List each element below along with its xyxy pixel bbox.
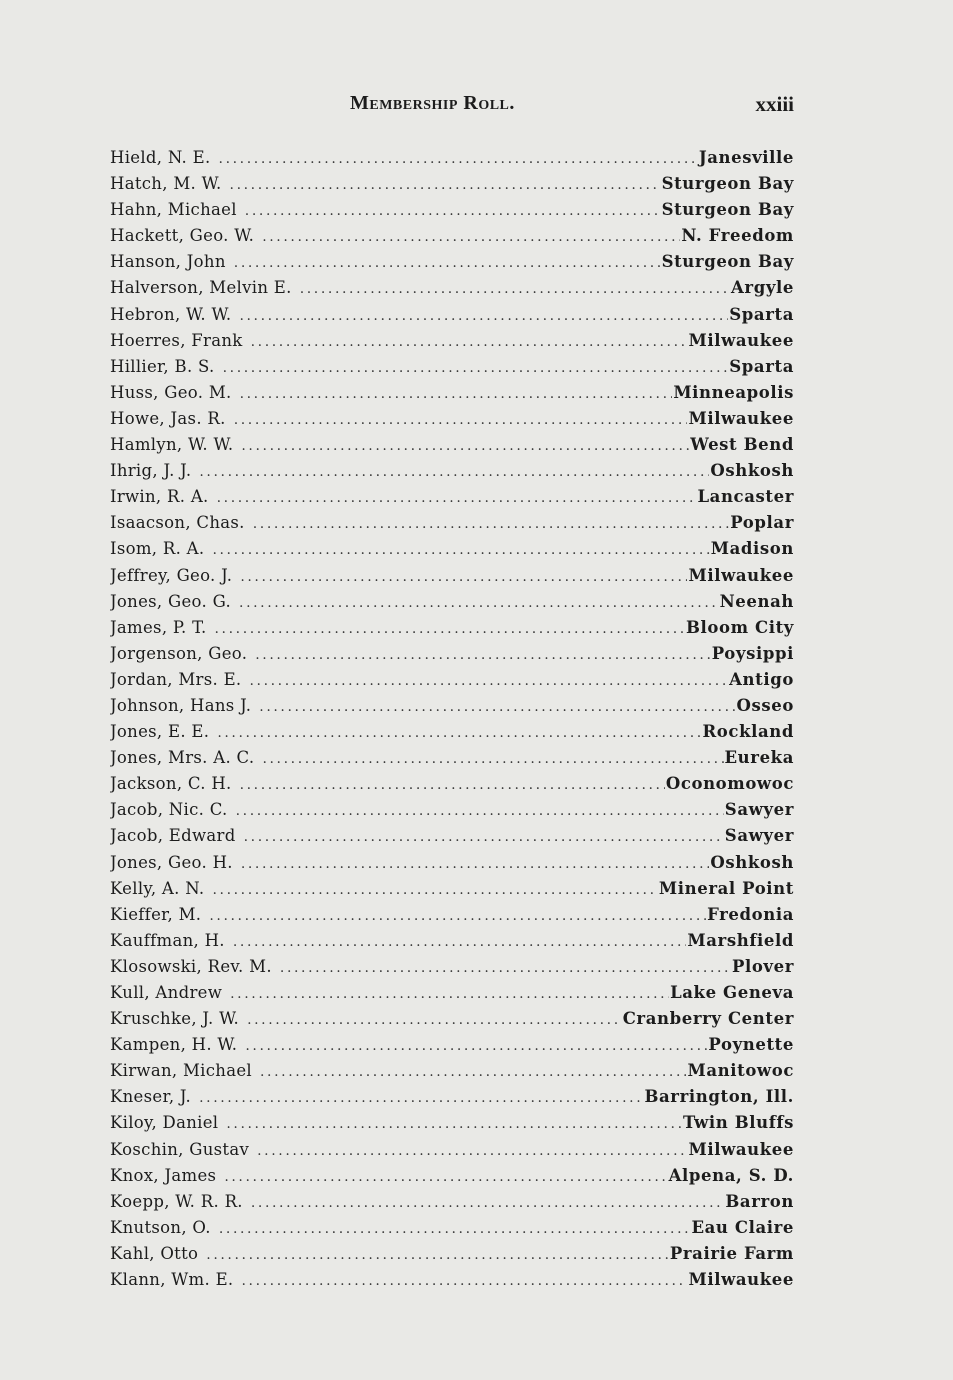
list-item [110, 797, 794, 823]
dot-leader [262, 746, 723, 771]
dot-leader [244, 824, 724, 849]
member-town: Prairie Farm [669, 1243, 794, 1263]
list-item [110, 1137, 794, 1163]
member-town: Sturgeon Bay [661, 200, 794, 220]
member-name: Jeffrey, Geo. J. [110, 565, 233, 585]
list-item [110, 667, 794, 693]
list-item [110, 275, 794, 301]
list-item [110, 1241, 794, 1267]
member-name: Ihrig, J. J. [110, 461, 192, 481]
dot-leader [245, 198, 661, 223]
member-name: Hillier, B. S. [110, 356, 215, 376]
member-town: Lake Geneva [670, 983, 794, 1002]
member-town: Argyle [731, 278, 794, 298]
dot-leader [239, 303, 728, 328]
member-name: Kull, Andrew [110, 983, 223, 1002]
member-name: Kruschke, J. W. [110, 1009, 240, 1029]
member-name: Hield, N. E. [110, 148, 211, 167]
dot-leader [233, 929, 687, 954]
dot-leader [260, 1059, 686, 1084]
list-item [110, 484, 794, 510]
dot-leader [226, 1111, 682, 1136]
member-name: Klann, Wm. E. [110, 1270, 234, 1290]
member-town: Milwaukee [688, 1139, 794, 1159]
dot-leader [253, 511, 730, 536]
member-town: Barron [725, 1191, 794, 1211]
dot-leader [209, 903, 706, 928]
member-name: Huss, Geo. M. [110, 382, 232, 402]
member-name: Klosowski, Rev. M. [110, 956, 272, 976]
list-item [110, 615, 794, 641]
dot-leader [257, 1138, 687, 1163]
dot-leader [251, 329, 688, 354]
dot-leader [234, 250, 661, 275]
member-name: Jones, E. E. [110, 722, 210, 742]
list-item [110, 1267, 794, 1293]
list-item [110, 328, 794, 354]
member-name: James, P. T. [110, 617, 207, 637]
dot-leader [240, 772, 665, 797]
list-item [110, 223, 794, 249]
dot-leader [240, 381, 673, 406]
member-town: Marshfield [687, 930, 794, 950]
list-item [110, 693, 794, 719]
list-item [110, 1215, 794, 1241]
page-number: xxiii [755, 92, 794, 116]
list-item [110, 249, 794, 275]
dot-leader [251, 1190, 725, 1215]
list-item [110, 510, 794, 536]
dot-leader [212, 537, 709, 562]
member-town: Barrington, Ill. [644, 1087, 794, 1107]
member-name: Hoerres, Frank [110, 330, 243, 350]
member-name: Knutson, O. [110, 1217, 211, 1237]
dot-leader [249, 668, 728, 693]
member-town: West Bend [690, 435, 794, 455]
dot-leader [241, 433, 689, 458]
list-item [110, 380, 794, 406]
list-item [110, 641, 794, 667]
member-name: Halverson, Melvin E. [110, 278, 292, 298]
dot-leader [300, 276, 730, 301]
member-name: Jacob, Nic. C. [110, 800, 228, 820]
member-name: Kneser, J. [110, 1087, 192, 1107]
dot-leader [219, 146, 698, 171]
member-name: Knox, James [110, 1165, 217, 1185]
list-item [110, 302, 794, 328]
list-item [110, 771, 794, 797]
member-name: Isaacson, Chas. [110, 513, 245, 533]
list-item [110, 145, 794, 171]
list-item [110, 1110, 794, 1136]
member-town: Antigo [729, 669, 794, 689]
member-town: N. Freedom [681, 226, 794, 246]
dot-leader [255, 642, 710, 667]
list-item [110, 354, 794, 380]
dot-leader [219, 1216, 691, 1241]
member-town: Eureka [724, 748, 794, 768]
dot-leader [212, 877, 657, 902]
member-town: Milwaukee [688, 1270, 794, 1290]
member-town: Osseo [736, 695, 794, 715]
list-item [110, 1006, 794, 1032]
member-town: Poysippi [711, 643, 794, 663]
member-town: Janesville [698, 148, 794, 167]
member-name: Jordan, Mrs. E. [110, 669, 242, 689]
member-town: Neenah [719, 591, 794, 611]
dot-leader [206, 1242, 669, 1267]
dot-leader [239, 590, 719, 615]
list-item [110, 876, 794, 902]
member-name: Koepp, W. R. R. [110, 1191, 243, 1211]
member-name: Hahn, Michael [110, 200, 237, 220]
member-town: Madison [710, 539, 794, 559]
member-name: Johnson, Hans J. [110, 695, 252, 715]
member-name: Jones, Geo. G. [110, 591, 232, 611]
list-item [110, 719, 794, 745]
member-town: Sparta [729, 304, 794, 324]
list-item [110, 1189, 794, 1215]
member-town: Sawyer [724, 826, 794, 846]
list-item [110, 1058, 794, 1084]
member-town: Bloom City [685, 617, 794, 637]
member-town: Alpena, S. D. [668, 1165, 794, 1185]
dot-leader [224, 1164, 667, 1189]
member-town: Sturgeon Bay [661, 252, 794, 272]
page-header [110, 92, 794, 122]
member-town: Twin Bluffs [683, 1113, 794, 1133]
dot-leader [223, 355, 729, 380]
running-title: Membership Roll. [350, 92, 515, 114]
membership-list [110, 145, 794, 1293]
member-name: Howe, Jas. R. [110, 408, 226, 428]
member-name: Kiloy, Daniel [110, 1113, 219, 1133]
member-name: Jackson, C. H. [110, 774, 232, 794]
member-name: Kieffer, M. [110, 904, 202, 924]
list-item [110, 745, 794, 771]
member-name: Kelly, A. N. [110, 878, 205, 898]
list-item [110, 536, 794, 562]
dot-leader [241, 1268, 687, 1293]
member-town: Mineral Point [658, 878, 794, 898]
list-item [110, 928, 794, 954]
member-town: Cranberry Center [622, 1009, 794, 1029]
dot-leader [262, 224, 680, 249]
member-name: Irwin, R. A. [110, 487, 209, 507]
member-town: Plover [731, 956, 794, 976]
list-item [110, 197, 794, 223]
dot-leader [199, 459, 709, 484]
list-item [110, 902, 794, 928]
dot-leader [240, 564, 687, 589]
member-town: Rockland [702, 722, 794, 742]
member-name: Kahl, Otto [110, 1243, 199, 1263]
dot-leader [259, 694, 735, 719]
dot-leader [245, 1033, 707, 1058]
member-town: Poplar [730, 513, 794, 533]
dot-leader [241, 851, 710, 876]
member-town: Poynette [708, 1035, 794, 1055]
member-town: Sawyer [724, 800, 794, 820]
list-item [110, 171, 794, 197]
list-item [110, 1032, 794, 1058]
member-town: Lancaster [697, 487, 794, 507]
member-name: Kauffman, H. [110, 930, 225, 950]
dot-leader [247, 1007, 622, 1032]
member-town: Fredonia [707, 904, 794, 924]
list-item [110, 563, 794, 589]
dot-leader [234, 407, 688, 432]
dot-leader [199, 1085, 643, 1110]
dot-leader [215, 616, 685, 641]
member-name: Jones, Geo. H. [110, 852, 233, 872]
dot-leader [236, 798, 724, 823]
member-name: Hanson, John [110, 252, 226, 272]
member-town: Oshkosh [710, 461, 794, 481]
member-name: Hebron, W. W. [110, 304, 232, 324]
member-town: Sturgeon Bay [661, 174, 794, 194]
member-name: Hatch, M. W. [110, 174, 222, 194]
dot-leader [230, 981, 669, 1006]
member-name: Kampen, H. W. [110, 1035, 238, 1055]
dot-leader [230, 172, 661, 197]
member-town: Oshkosh [710, 852, 794, 872]
list-item [110, 589, 794, 615]
member-town: Milwaukee [688, 330, 794, 350]
member-town: Minneapolis [673, 382, 794, 402]
member-town: Milwaukee [688, 565, 794, 585]
list-item [110, 823, 794, 849]
member-name: Jacob, Edward [110, 826, 236, 846]
member-name: Hamlyn, W. W. [110, 435, 234, 455]
member-name: Koschin, Gustav [110, 1139, 250, 1159]
dot-leader [217, 720, 701, 745]
list-item [110, 1163, 794, 1189]
member-town: Sparta [729, 356, 794, 376]
list-item [110, 432, 794, 458]
member-name: Jones, Mrs. A. C. [110, 748, 255, 768]
member-town: Milwaukee [688, 408, 794, 428]
member-name: Kirwan, Michael [110, 1061, 252, 1081]
member-name: Hackett, Geo. W. [110, 226, 255, 246]
list-item [110, 1084, 794, 1110]
member-town: Manitowoc [687, 1061, 794, 1081]
list-item [110, 406, 794, 432]
list-item [110, 954, 794, 980]
member-town: Oconomowoc [665, 774, 794, 794]
list-item [110, 980, 794, 1006]
member-name: Jorgenson, Geo. [110, 643, 248, 663]
list-item [110, 458, 794, 484]
list-item [110, 850, 794, 876]
dot-leader [217, 485, 697, 510]
dot-leader [280, 955, 731, 980]
member-name: Isom, R. A. [110, 539, 205, 559]
member-town: Eau Claire [691, 1217, 794, 1237]
